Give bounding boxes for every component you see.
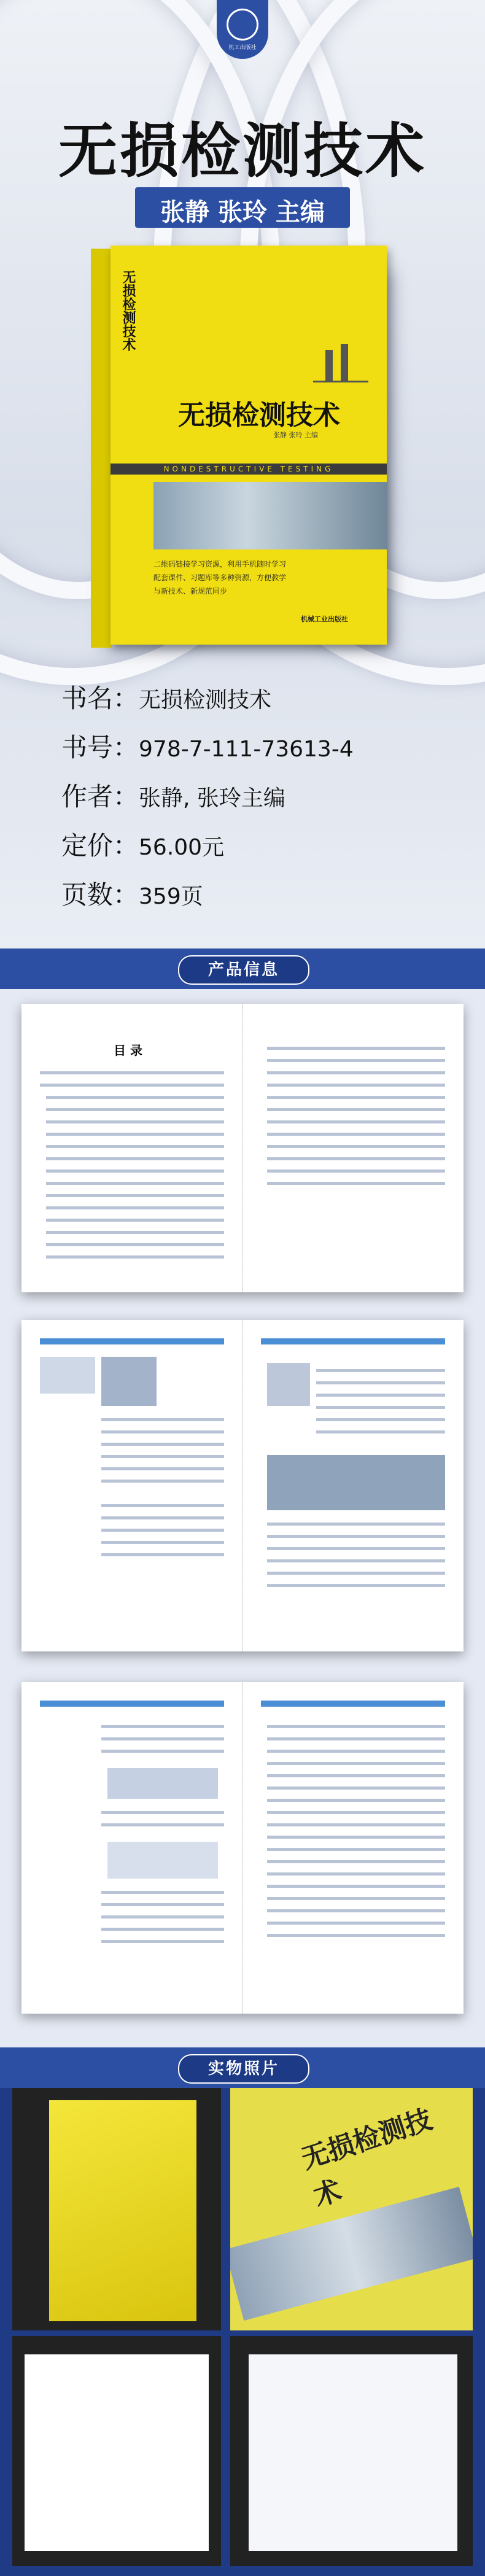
text-line [267, 1787, 445, 1790]
building-icon [341, 344, 348, 381]
text-line [267, 1170, 445, 1173]
photo-book-front [12, 2088, 221, 2330]
text-line [101, 1737, 224, 1740]
cover-bullet: 二维码链接学习资源，利用手机随时学习 [153, 560, 287, 568]
text-line [267, 1182, 445, 1185]
photo-book-closeup [230, 2088, 473, 2330]
page-title: 无损检测技术 [58, 117, 427, 185]
text-line [101, 1467, 224, 1470]
text-line [101, 1928, 224, 1931]
toc-title: 目 录 [114, 1043, 142, 1058]
page-header-bar [261, 1701, 445, 1707]
real-photos-section [0, 2047, 485, 2576]
photo-cover-title: 无损检测技术 [297, 2103, 436, 2213]
text-line [267, 1145, 445, 1148]
text-line [46, 1219, 224, 1222]
text-line [267, 1133, 445, 1136]
section-title: 实物照片 [178, 2054, 309, 2084]
badge-label: 机工出版社 [228, 45, 257, 51]
book-photo [49, 2100, 196, 2321]
text-line [101, 1725, 224, 1728]
text-line [267, 1848, 445, 1851]
text-line [46, 1120, 224, 1123]
figure-placeholder [267, 1455, 445, 1510]
info-label: 书名： [61, 683, 139, 713]
open-page-photo [249, 2354, 457, 2551]
photo-open-book-1 [12, 2336, 221, 2566]
text-line [101, 1480, 224, 1483]
text-line [101, 1516, 224, 1519]
text-line [46, 1096, 224, 1099]
text-line [101, 1553, 224, 1556]
text-line [267, 1737, 445, 1740]
text-line [267, 1572, 445, 1575]
info-label: 书号： [61, 732, 139, 762]
text-line [46, 1231, 224, 1234]
text-line [267, 1047, 445, 1050]
text-line [46, 1145, 224, 1148]
text-line [101, 1940, 224, 1943]
text-line [267, 1559, 445, 1562]
text-line [46, 1243, 224, 1246]
figure-placeholder [107, 1842, 218, 1879]
cover-authors: 张静 张玲 主编 [273, 431, 318, 439]
text-line [101, 1891, 224, 1894]
text-line [267, 1071, 445, 1074]
info-value: 56.00元 [139, 835, 225, 860]
page-header-bar [261, 1338, 445, 1344]
figure-placeholder [101, 1357, 157, 1406]
text-line [101, 1504, 224, 1507]
text-line [101, 1823, 224, 1826]
text-line [101, 1903, 224, 1906]
book-spine [91, 249, 112, 648]
cover-bullet: 与新技术、新规范同步 [153, 587, 228, 596]
gear-icon [227, 9, 258, 41]
section-header [0, 949, 485, 989]
text-line [46, 1170, 224, 1173]
page-header-bar [40, 1338, 224, 1344]
text-line [267, 1108, 445, 1111]
info-label: 作者： [61, 782, 139, 812]
info-row-author [61, 777, 285, 813]
hero-banner [0, 0, 485, 949]
text-line [40, 1071, 224, 1074]
cover-publisher: 机械工业出版社 [301, 615, 348, 623]
info-row-pages [61, 875, 203, 912]
info-row-title [61, 678, 271, 715]
book-spread-toc [21, 1004, 464, 1292]
text-line [40, 1084, 224, 1087]
text-line [267, 1836, 445, 1839]
text-line [316, 1369, 445, 1372]
text-line [46, 1255, 224, 1259]
open-page-photo [25, 2354, 209, 2551]
text-line [267, 1059, 445, 1062]
text-line [101, 1529, 224, 1532]
book-spread-content-2 [21, 1682, 464, 2014]
text-line [101, 1443, 224, 1446]
text-line [267, 1535, 445, 1538]
cover-english-title: NONDESTRUCTIVE TESTING [111, 464, 387, 475]
book-cover [111, 246, 387, 645]
text-line [46, 1194, 224, 1197]
text-line [316, 1381, 445, 1384]
text-line [316, 1406, 445, 1409]
text-line [267, 1922, 445, 1925]
product-info-section [0, 949, 485, 2047]
info-value: 359页 [139, 884, 203, 909]
info-row-price [61, 826, 224, 863]
text-line [267, 1872, 445, 1876]
cover-spine-title: 无损检测技术 [120, 270, 136, 351]
text-line [267, 1120, 445, 1123]
text-line [46, 1108, 224, 1111]
text-line [267, 1523, 445, 1526]
authors-text: 张静 张玲 主编 [160, 198, 325, 227]
text-line [46, 1206, 224, 1209]
figure-placeholder [40, 1357, 95, 1394]
text-line [101, 1418, 224, 1421]
text-line [267, 1934, 445, 1937]
text-line [267, 1157, 445, 1160]
text-line [267, 1774, 445, 1777]
photo-cover-image [230, 2187, 473, 2321]
text-line [267, 1860, 445, 1863]
figure-placeholder [267, 1363, 310, 1406]
text-line [267, 1725, 445, 1728]
text-line [101, 1541, 224, 1544]
text-line [267, 1096, 445, 1099]
text-line [267, 1750, 445, 1753]
building-icon [325, 350, 333, 381]
text-line [101, 1811, 224, 1814]
text-line [46, 1133, 224, 1136]
info-label: 页数： [61, 880, 139, 910]
text-line [101, 1915, 224, 1918]
text-line [267, 1547, 445, 1550]
cover-title: 无损检测技术 [178, 400, 340, 431]
info-row-isbn [61, 727, 354, 764]
page-header-bar [40, 1701, 224, 1707]
text-line [101, 1455, 224, 1458]
text-line [267, 1885, 445, 1888]
info-label: 定价： [61, 831, 139, 861]
section-title: 产品信息 [178, 955, 309, 985]
text-line [46, 1157, 224, 1160]
text-line [316, 1394, 445, 1397]
text-line [267, 1799, 445, 1802]
info-value: 978-7-111-73613-4 [139, 737, 354, 762]
text-line [46, 1182, 224, 1185]
text-line [267, 1823, 445, 1826]
text-line [267, 1084, 445, 1087]
text-line [267, 1897, 445, 1900]
cover-bullet: 配套课件、习题库等多种资源，方便教学 [153, 573, 287, 582]
text-line [267, 1909, 445, 1912]
text-line [316, 1430, 445, 1433]
section-header [0, 2047, 485, 2088]
info-value: 无损检测技术 [139, 688, 272, 713]
figure-placeholder [107, 1768, 218, 1799]
book-spread-content-1 [21, 1320, 464, 1651]
photo-open-book-2 [230, 2336, 473, 2566]
text-line [101, 1430, 224, 1433]
text-line [316, 1418, 445, 1421]
cover-photo [153, 482, 387, 549]
text-line [267, 1811, 445, 1814]
text-line [101, 1750, 224, 1753]
text-line [267, 1762, 445, 1765]
text-line [267, 1584, 445, 1587]
info-value: 张静, 张玲主编 [139, 786, 285, 811]
